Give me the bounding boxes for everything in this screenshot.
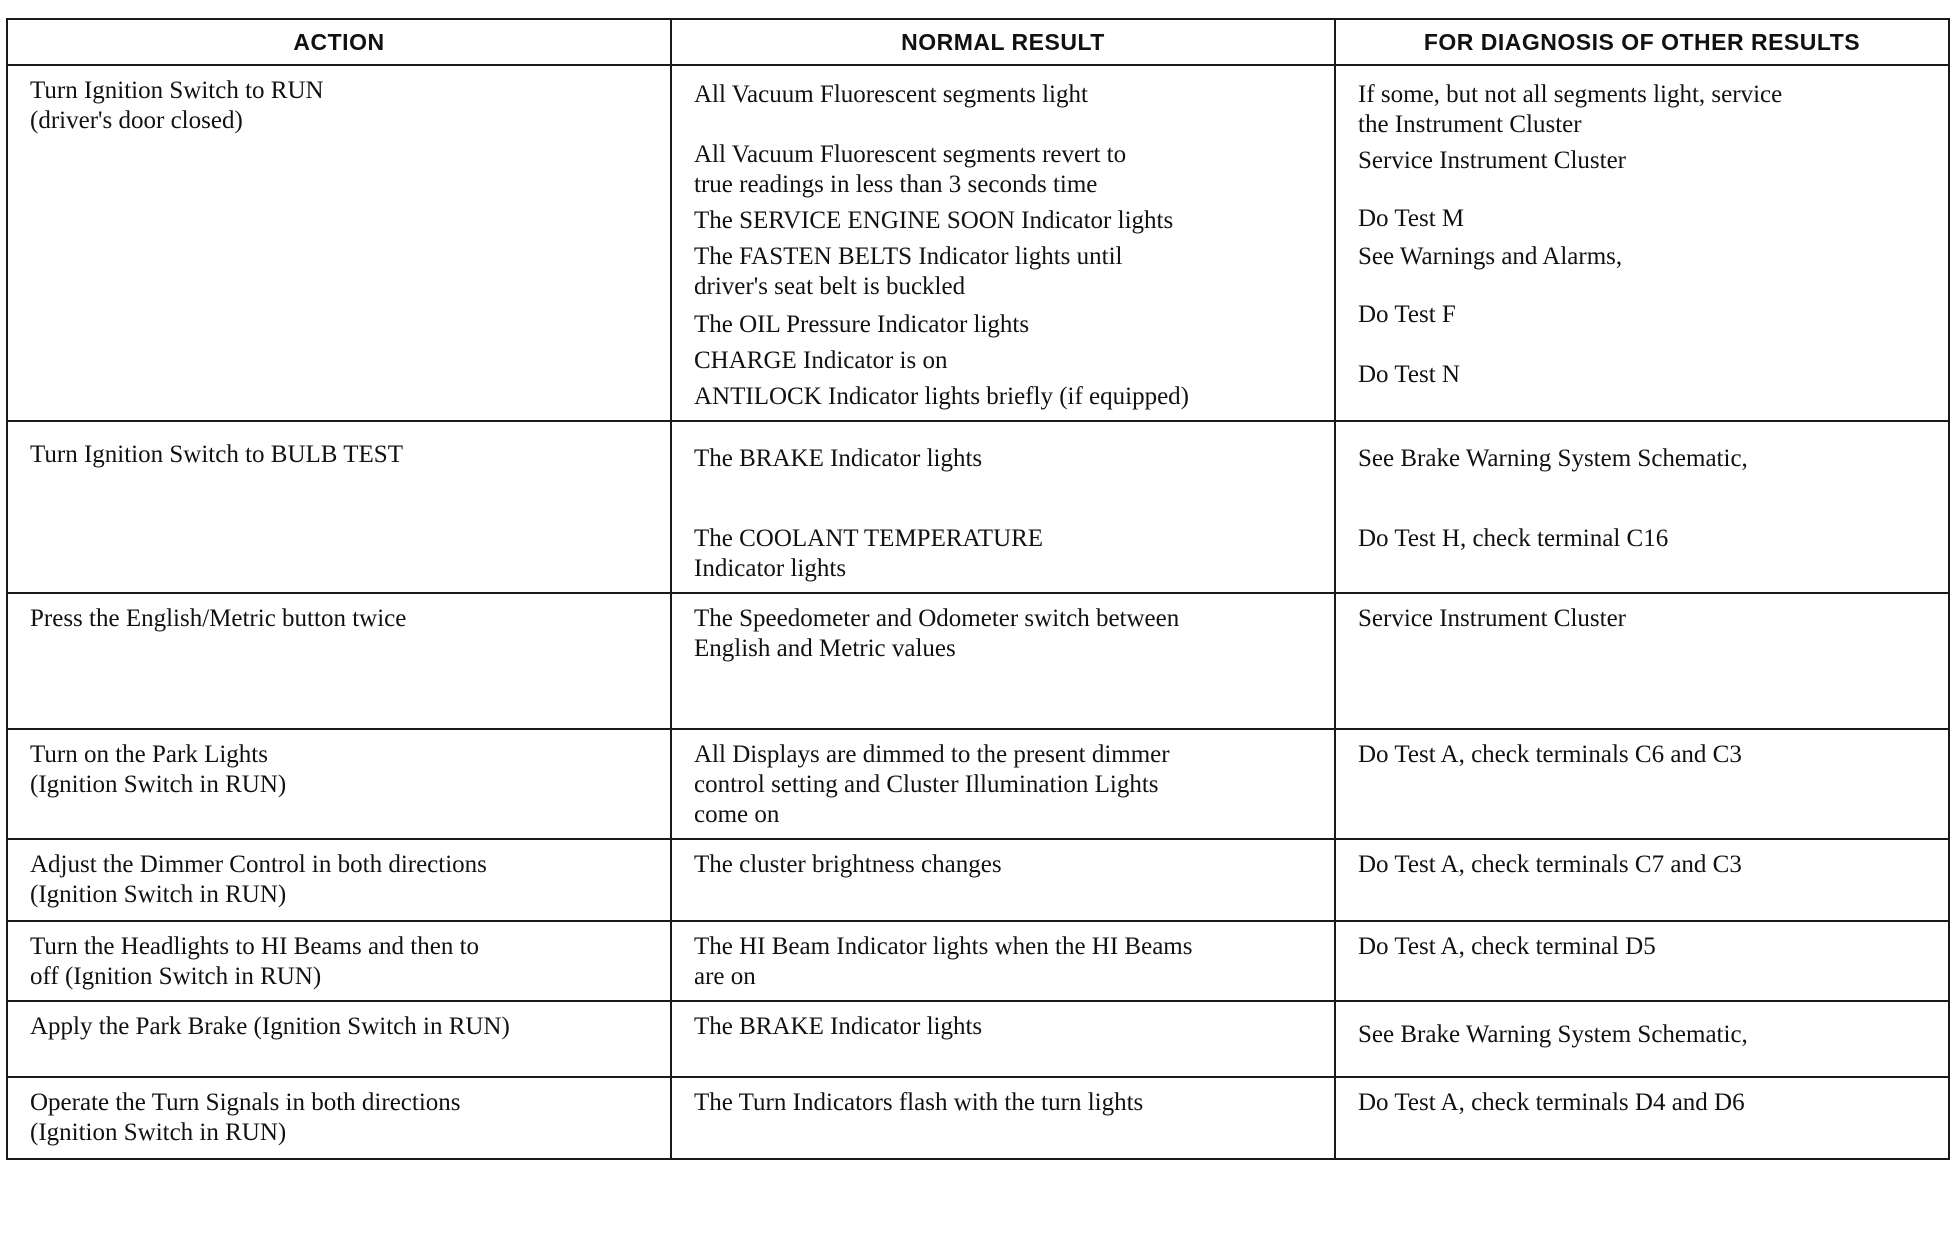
action-line: Turn Ignition Switch to RUN xyxy=(30,77,324,104)
action-line: (Ignition Switch in RUN) xyxy=(30,771,287,798)
action-cell xyxy=(7,65,671,421)
normal-result-entry xyxy=(694,524,1312,584)
text-line: See Warnings and Alarms, xyxy=(1358,243,1623,270)
action-cell xyxy=(7,921,671,1001)
text-line: The FASTEN BELTS Indicator lights until xyxy=(694,243,1123,270)
text-line: All Displays are dimmed to the present dimmer xyxy=(694,741,1170,768)
action-line: Turn on the Park Lights xyxy=(30,741,268,768)
text-line: English and Metric values xyxy=(694,635,956,662)
text-line: Do Test A, check terminals C7 and C3 xyxy=(1358,851,1742,878)
text-line: The HI Beam Indicator lights when the HI Beams xyxy=(694,933,1193,960)
text-line: The COOLANT TEMPERATURE xyxy=(694,525,1044,552)
diagnosis-cell xyxy=(1335,839,1949,921)
action-line: (driver's door closed) xyxy=(30,107,243,134)
text-line: All Vacuum Fluorescent segments revert to xyxy=(694,141,1127,168)
diagnosis-cell xyxy=(1335,65,1949,421)
text-line: Do Test M xyxy=(1358,205,1465,232)
normal-result-cell xyxy=(671,729,1335,839)
text-line: The OIL Pressure Indicator lights xyxy=(694,311,1030,338)
normal-result-cell xyxy=(671,1001,1335,1077)
diagnosis-cell xyxy=(1335,921,1949,1001)
normal-result-cell xyxy=(671,65,1335,421)
table-row xyxy=(7,421,1949,593)
action-cell xyxy=(7,1077,671,1159)
action-line: Apply the Park Brake (Ignition Switch in RUN) xyxy=(30,1013,510,1040)
header-normal-result: NORMAL RESULT xyxy=(671,19,1335,65)
text-line: See Brake Warning System Schematic, xyxy=(1358,445,1748,472)
normal-result-entry xyxy=(694,310,1312,340)
action-line: (Ignition Switch in RUN) xyxy=(30,881,287,908)
text-line: The SERVICE ENGINE SOON Indicator lights xyxy=(694,207,1174,234)
normal-result-cell xyxy=(671,1077,1335,1159)
action-cell xyxy=(7,593,671,729)
diagnosis-entry xyxy=(1358,360,1926,390)
diagnosis-cell xyxy=(1335,421,1949,593)
normal-result-entry xyxy=(694,444,1312,474)
diagnostic-table xyxy=(6,18,1950,1160)
action-cell xyxy=(7,421,671,593)
text-line: The Turn Indicators flash with the turn lights xyxy=(694,1089,1144,1116)
table-row xyxy=(7,839,1949,921)
text-line: control setting and Cluster Illumination Lights xyxy=(694,771,1159,798)
text-line: The Speedometer and Odometer switch between xyxy=(694,605,1180,632)
text-line: driver's seat belt is buckled xyxy=(694,273,966,300)
text-line: Indicator lights xyxy=(694,555,847,582)
text-line: If some, but not all segments light, service xyxy=(1358,81,1783,108)
text-line: true readings in less than 3 seconds time xyxy=(694,171,1098,198)
text-line: Do Test A, check terminals D4 and D6 xyxy=(1358,1089,1745,1116)
table-row xyxy=(7,729,1949,839)
text-line: The BRAKE Indicator lights xyxy=(694,1013,983,1040)
text-line: Service Instrument Cluster xyxy=(1358,147,1626,174)
normal-result-cell xyxy=(671,839,1335,921)
header-diagnosis: FOR DIAGNOSIS OF OTHER RESULTS xyxy=(1335,19,1949,65)
action-line: off (Ignition Switch in RUN) xyxy=(30,963,322,990)
text-line: Do Test A, check terminal D5 xyxy=(1358,933,1656,960)
text-line: CHARGE Indicator is on xyxy=(694,347,948,374)
table-header-row xyxy=(7,19,1949,65)
diagnosis-cell xyxy=(1335,593,1949,729)
diagnosis-cell xyxy=(1335,729,1949,839)
text-line: the Instrument Cluster xyxy=(1358,111,1582,138)
diagnosis-entry xyxy=(1358,242,1926,272)
action-line: Operate the Turn Signals in both directions xyxy=(30,1089,461,1116)
header-action: ACTION xyxy=(7,19,671,65)
text-line: Service Instrument Cluster xyxy=(1358,605,1626,632)
text-line: come on xyxy=(694,801,780,828)
action-line: (Ignition Switch in RUN) xyxy=(30,1119,287,1146)
text-line: The BRAKE Indicator lights xyxy=(694,445,983,472)
action-cell xyxy=(7,839,671,921)
action-line: Turn Ignition Switch to BULB TEST xyxy=(30,441,403,468)
text-line: are on xyxy=(694,963,756,990)
normal-result-entry xyxy=(694,140,1312,200)
diagnosis-entry xyxy=(1358,444,1926,474)
normal-result-entry xyxy=(694,346,1312,376)
normal-result-cell xyxy=(671,921,1335,1001)
normal-result-cell xyxy=(671,593,1335,729)
text-line: See Brake Warning System Schematic, xyxy=(1358,1021,1748,1048)
table-row xyxy=(7,921,1949,1001)
action-line: Press the English/Metric button twice xyxy=(30,605,407,632)
normal-result-entry xyxy=(694,242,1312,302)
diagnosis-entry xyxy=(1358,204,1926,234)
normal-result-entry xyxy=(694,382,1312,412)
table-row xyxy=(7,1077,1949,1159)
diagnosis-entry xyxy=(1358,524,1926,554)
diagnostic-table-sheet xyxy=(6,18,1948,1160)
action-cell xyxy=(7,729,671,839)
text-line: Do Test H, check terminal C16 xyxy=(1358,525,1669,552)
action-line: Adjust the Dimmer Control in both directions xyxy=(30,851,487,878)
text-line: Do Test A, check terminals C6 and C3 xyxy=(1358,741,1742,768)
text-line: ANTILOCK Indicator lights briefly (if equipped) xyxy=(694,383,1190,410)
normal-result-cell xyxy=(671,421,1335,593)
diagnosis-entry xyxy=(1358,300,1926,330)
table-row xyxy=(7,1001,1949,1077)
text-line: All Vacuum Fluorescent segments light xyxy=(694,81,1088,108)
diagnosis-cell xyxy=(1335,1001,1949,1077)
diagnosis-cell xyxy=(1335,1077,1949,1159)
text-line: Do Test N xyxy=(1358,361,1460,388)
table-row xyxy=(7,593,1949,729)
diagnosis-entry xyxy=(1358,80,1926,140)
text-line: Do Test F xyxy=(1358,301,1456,328)
text-line: The cluster brightness changes xyxy=(694,851,1002,878)
action-cell xyxy=(7,1001,671,1077)
diagnosis-entry xyxy=(1358,146,1926,176)
normal-result-entry xyxy=(694,80,1312,110)
action-line: Turn the Headlights to HI Beams and then to xyxy=(30,933,480,960)
table-row xyxy=(7,65,1949,421)
normal-result-entry xyxy=(694,206,1312,236)
